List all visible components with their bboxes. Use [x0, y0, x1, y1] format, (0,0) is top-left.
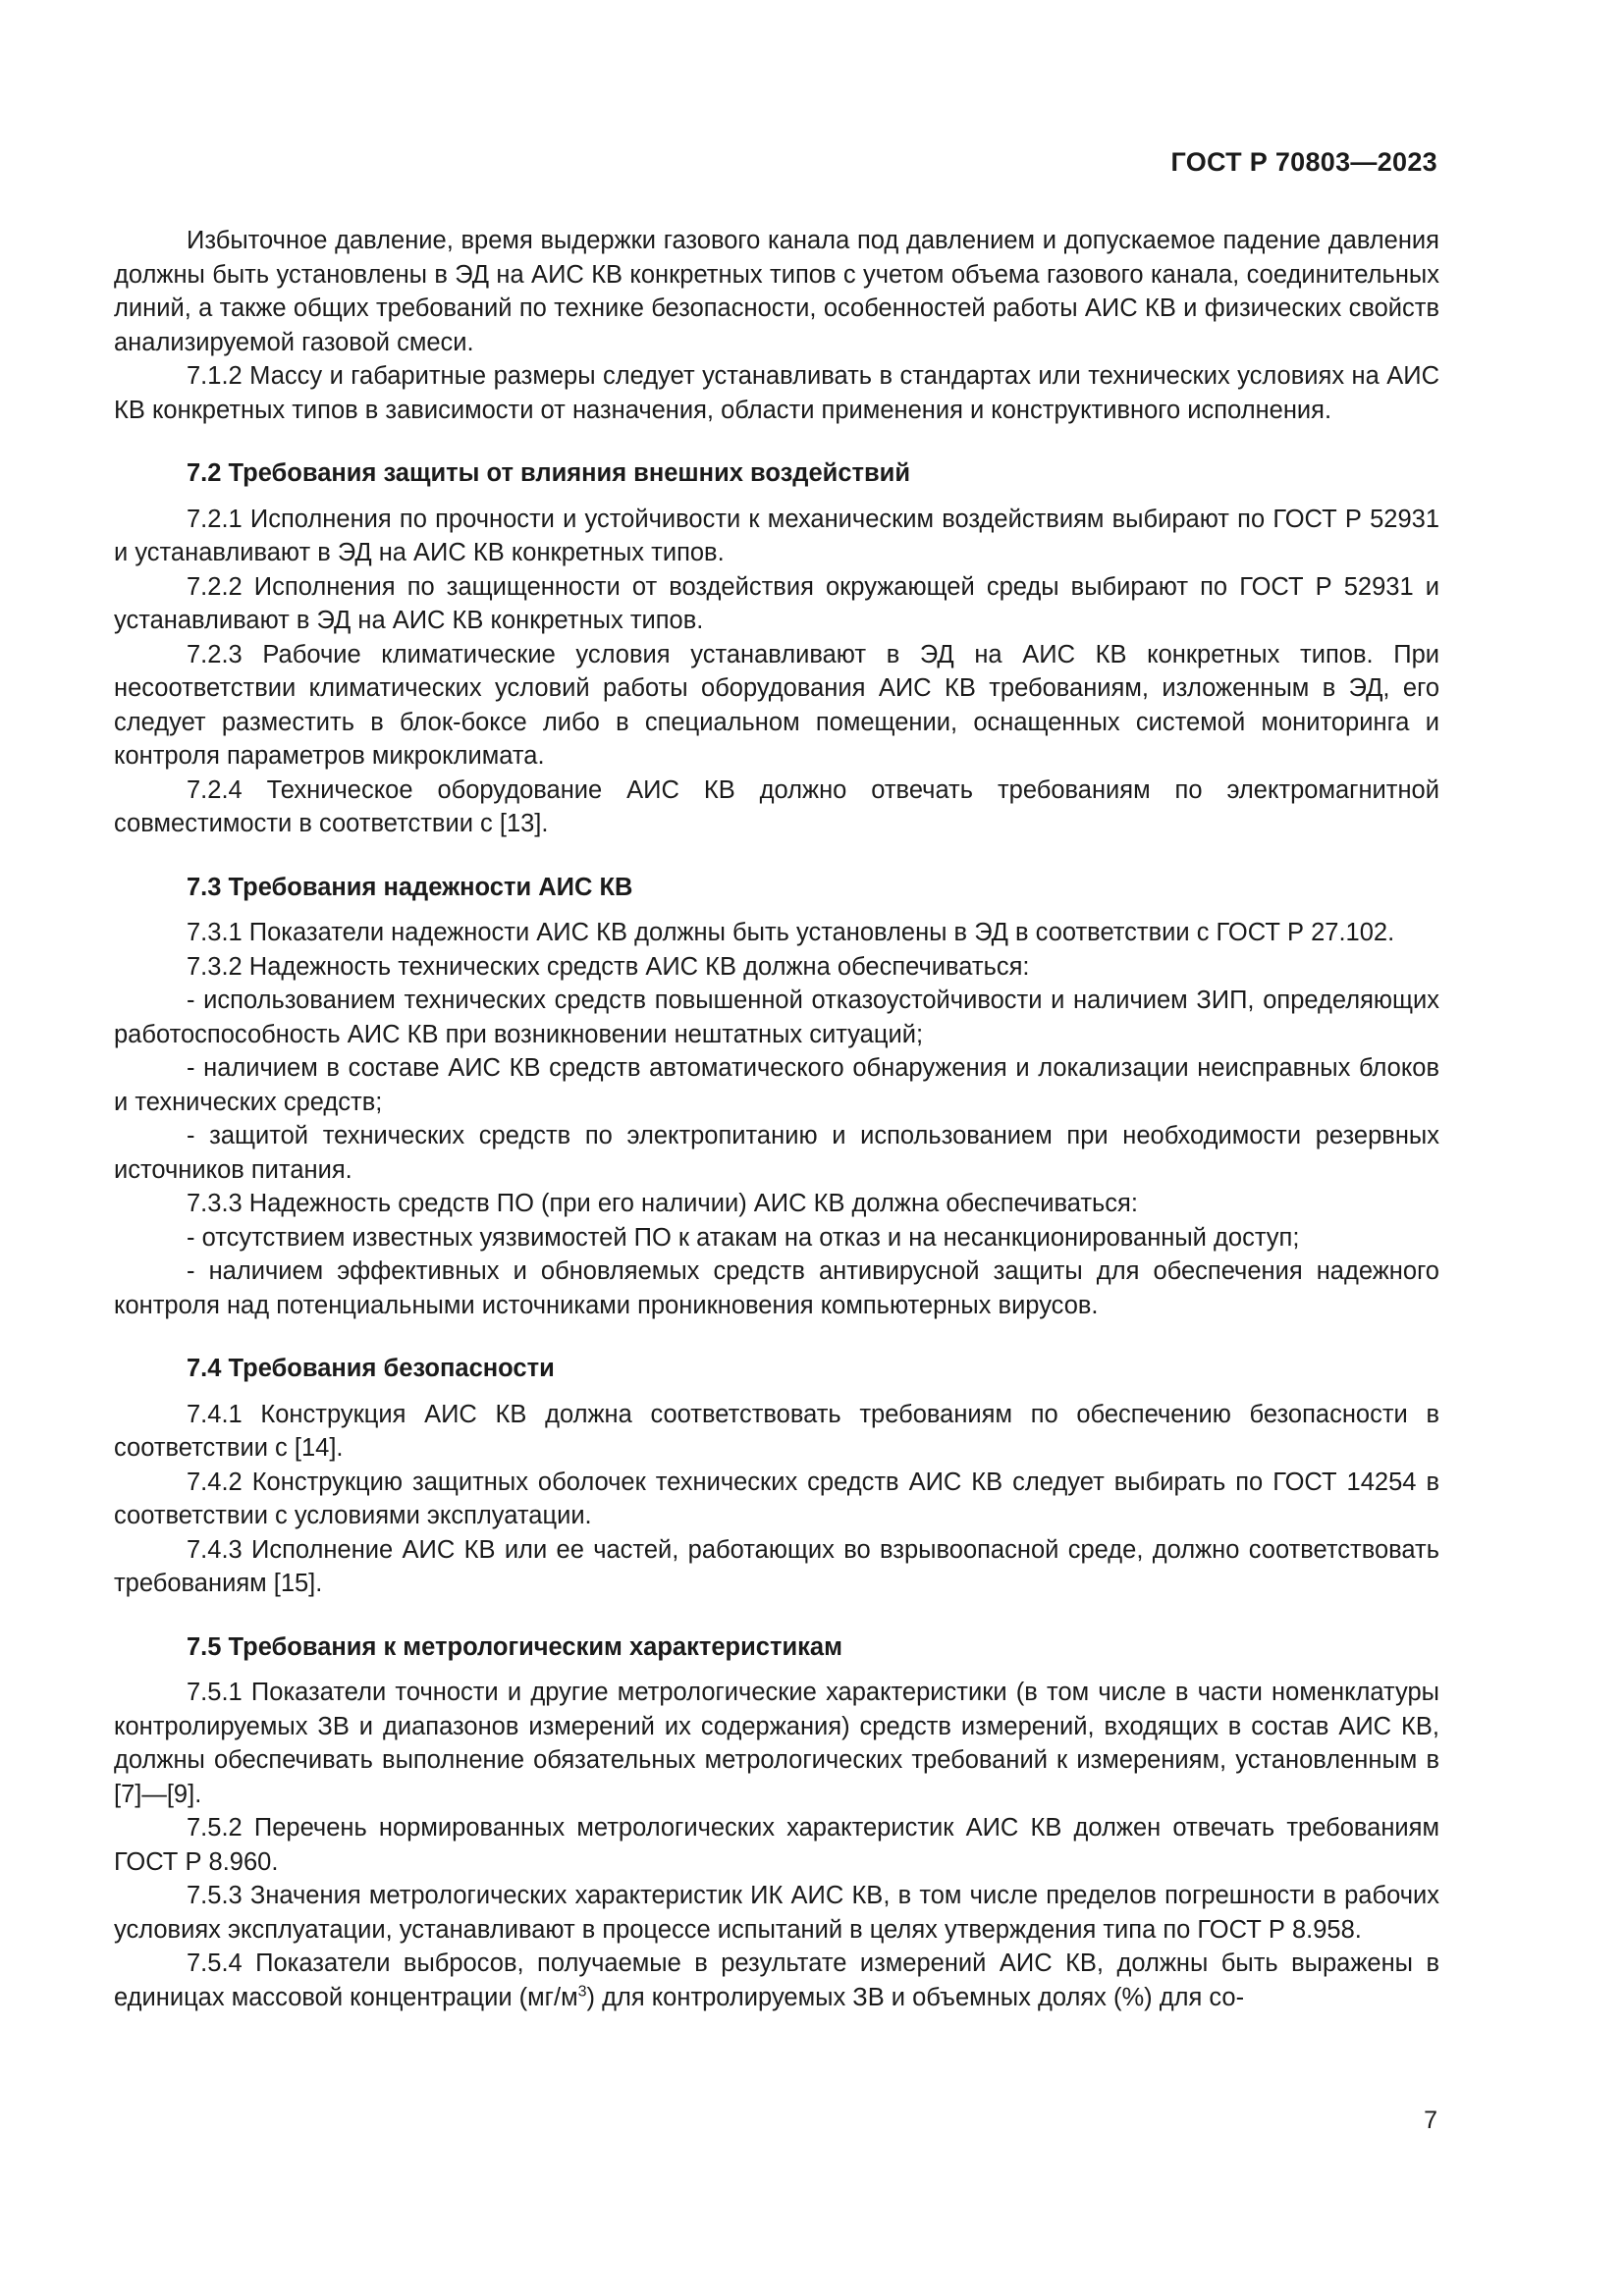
section-title-7-3: 7.3 Требования надежности АИС КВ — [187, 873, 633, 901]
paragraph-7-3-3: 7.3.3 Надежность средств ПО (при его наличии) АИС КВ должна обеспечиваться: — [187, 1190, 1138, 1217]
paragraph-7-3-1: 7.3.1 Показатели надежности АИС КВ должны быть установлены в ЭД в соответствии с ГОСТ Р 27.102. — [187, 919, 1395, 946]
paragraph-7-4-2: 7.4.2 Конструкцию защитных оболочек технических средств АИС КВ следует выбирать по ГОСТ 14254 в соответствии с условиями эксплуатации. — [114, 1468, 1439, 1529]
list-item: - защитой технических средств по электропитанию и использованием при необходимости резервных источников питания. — [114, 1122, 1439, 1184]
superscript-cubed: 3 — [577, 1983, 587, 2000]
paragraph-7-2-1: 7.2.1 Исполнения по прочности и устойчивости к механическим воздействиям выбирают по ГОСТ Р 52931 и устанавливают в ЭД на АИС КВ конкретных типов. — [114, 505, 1439, 566]
section-title-7-4: 7.4 Требования безопасности — [187, 1355, 555, 1382]
paragraph-7-3-2: 7.3.2 Надежность технических средств АИС КВ должна обеспечиваться: — [187, 952, 1030, 981]
paragraph-7-5-1: 7.5.1 Показатели точности и другие метрологические характеристики (в том числе в части номенклатуры контролируемых ЗВ и диапазонов измерений их содержания) средств измерений, входящих в состав АИС КВ, должны обеспечивать выполнение обязательных метрологических требований к измерениям, установленным в [7]—[9]. — [114, 1679, 1439, 1808]
paragraph-7-2-3: 7.2.3 Рабочие климатические условия устанавливают в ЭД на АИС КВ конкретных типов. При несоответствии климатических условий работы оборудования АИС КВ требованиям, изложенным в ЭД, его следует разместить в блок-боксе либо в специальном помещении, оснащенных системой мониторинга и контроля параметров микроклимата. — [114, 640, 1439, 770]
paragraph-7-2-4: 7.2.4 Техническое оборудование АИС КВ должно отвечать требованиям по электромагнитной совместимости в соответствии с [13]. — [114, 775, 1439, 837]
paragraph-7-5-2: 7.5.2 Перечень нормированных метрологических характеристик АИС КВ должен отвечать требованиям ГОСТ Р 8.960. — [114, 1814, 1439, 1876]
document-number-header: ГОСТ Р 70803—2023 — [1170, 147, 1437, 177]
list-item: - использованием технических средств повышенной отказоустойчивости и наличием ЗИП, определяющих работоспособность АИС КВ при возникновении нештатных ситуаций; — [114, 987, 1439, 1048]
section-title-7-2: 7.2 Требования защиты от влияния внешних воздействий — [187, 459, 911, 487]
document-body — [114, 224, 1439, 2014]
paragraph-7-4-3: 7.4.3 Исполнение АИС КВ или ее частей, работающих во взрывоопасной среде, должно соответствовать требованиям [15]. — [114, 1535, 1439, 1597]
paragraph-7-5-4 — [114, 1947, 1439, 2014]
paragraph-7-4-1: 7.4.1 Конструкция АИС КВ должна соответствовать требованиям по обеспечению безопасности в соответствии с [14]. — [114, 1400, 1439, 1462]
paragraph-overpressure: Избыточное давление, время выдержки газового канала под давлением и допускаемое падение давления должны быть установлены в ЭД на АИС КВ конкретных типов с учетом объема газового канала, соединительных линий, а также общих требований по технике безопасности, особенностей работы АИС КВ и физических свойств анализируемой газовой смеси. — [114, 227, 1439, 356]
list-item: - наличием эффективных и обновляемых средств антивирусной защиты для обеспечения надежного контроля над потенциальными источниками проникновения компьютерных вирусов. — [114, 1257, 1439, 1319]
page-number: 7 — [1424, 2107, 1437, 2134]
paragraph-7-5-4-text-start: 7.5.4 Показатели выбросов, получаемые в результате измерений АИС КВ, должны быть выражены в единицах массовой концентрации (мг/м — [114, 1949, 1439, 2011]
paragraph-7-1-2: 7.1.2 Массу и габаритные размеры следует устанавливать в стандартах или технических условиях на АИС КВ конкретных типов в зависимости от назначения, области применения и конструктивного исполнения. — [114, 362, 1439, 424]
list-item: - отсутствием известных уязвимостей ПО к атакам на отказ и на несанкционированный доступ; — [187, 1223, 1300, 1252]
paragraph-7-5-4-text-end: ) для контролируемых ЗВ и объемных долях (%) для со- — [586, 1983, 1245, 2011]
section-title-7-5: 7.5 Требования к метрологическим характеристикам — [187, 1632, 842, 1661]
paragraph-7-5-3: 7.5.3 Значения метрологических характеристик ИК АИС КВ, в том числе пределов погрешности в рабочих условиях эксплуатации, устанавливают в процессе испытаний в целях утверждения типа по ГОСТ Р 8.958. — [114, 1882, 1439, 1944]
paragraph-7-2-2: 7.2.2 Исполнения по защищенности от воздействия окружающей среды выбирают по ГОСТ Р 52931 и устанавливают в ЭД на АИС КВ конкретных типов. — [114, 572, 1439, 634]
list-item: - наличием в составе АИС КВ средств автоматического обнаружения и локализации неисправных блоков и технических средств; — [114, 1054, 1439, 1116]
